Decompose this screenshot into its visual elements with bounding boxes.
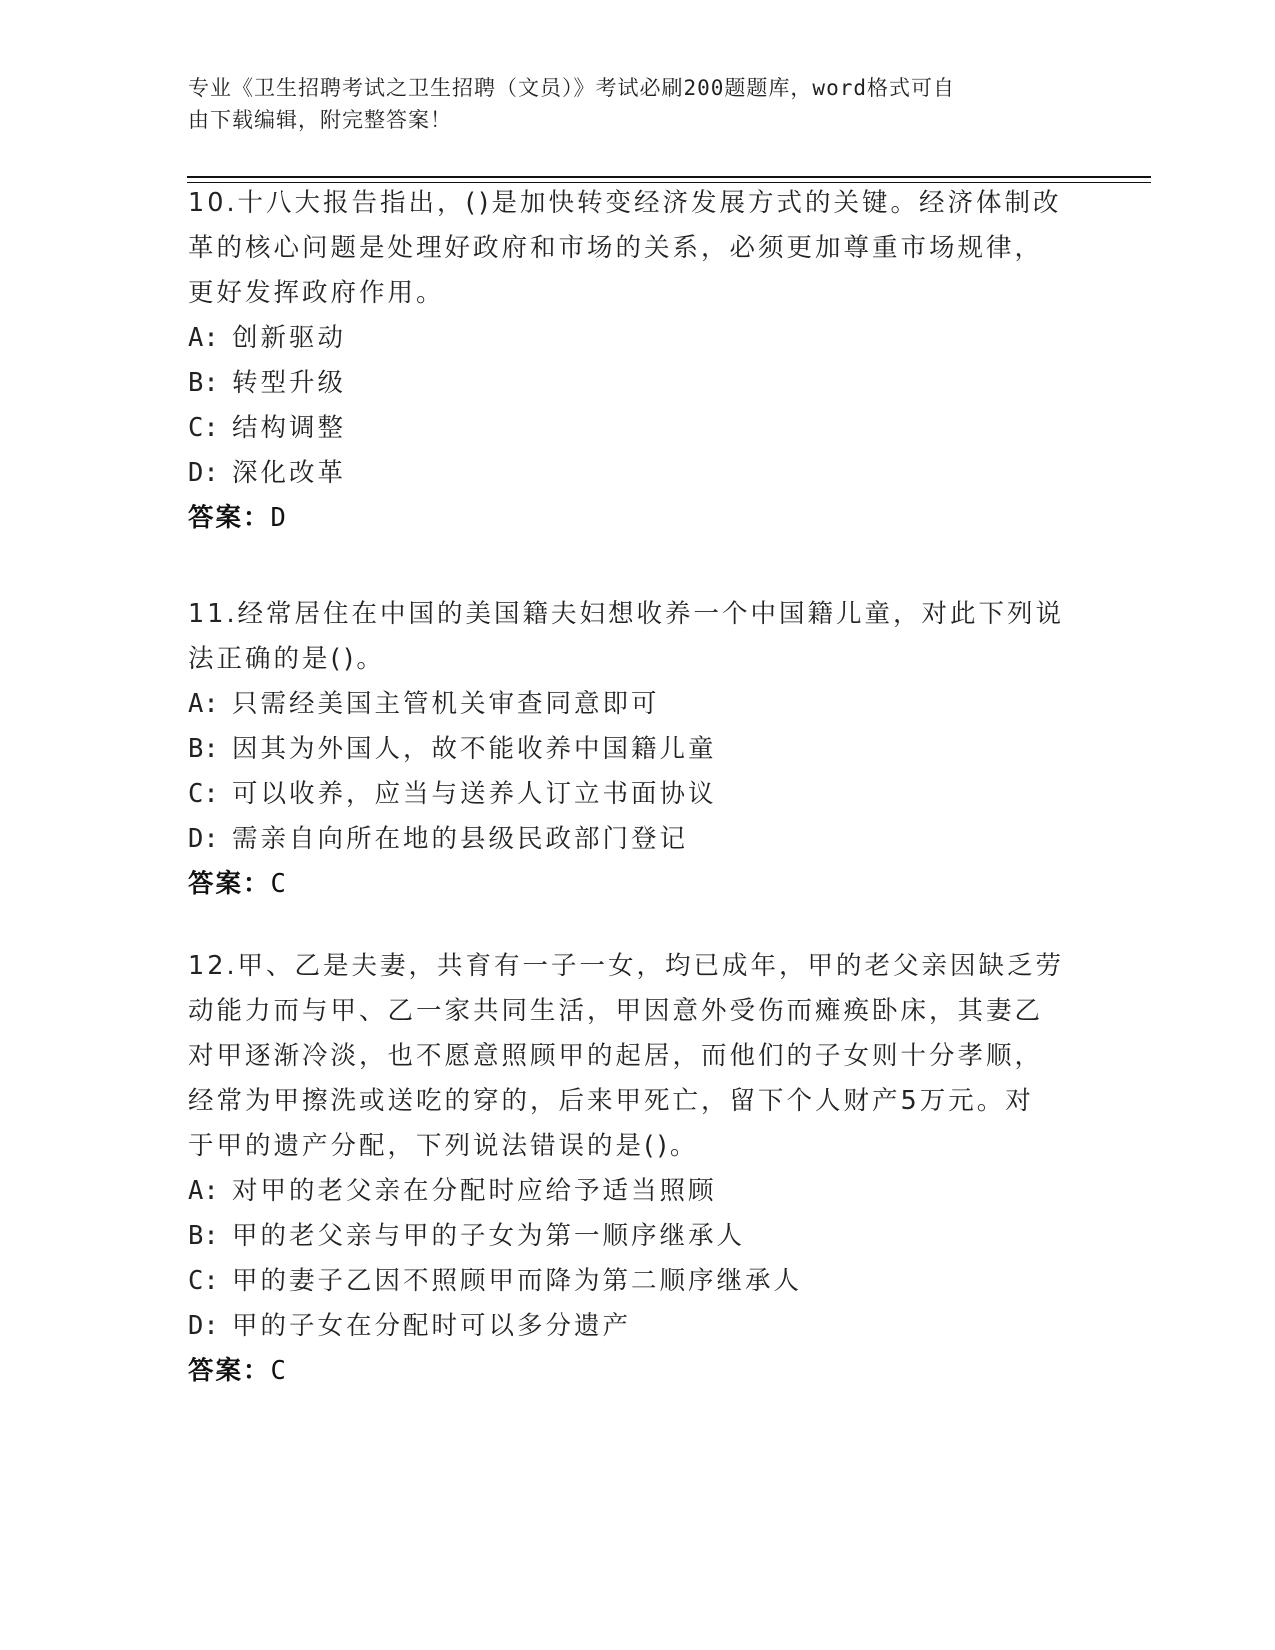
option-letter: D: [188, 824, 219, 854]
option-text: 只需经美国主管机关审查同意即可 [232, 689, 660, 719]
stem-line: 11.经常居住在中国的美国籍夫妇想收养一个中国籍儿童，对此下列说 [188, 599, 1065, 629]
option-letter: A: [188, 1176, 219, 1206]
option-a [188, 316, 1088, 361]
answer-line [188, 862, 1088, 907]
option-text: 创新驱动 [232, 323, 347, 353]
answer-label: 答案： [188, 869, 271, 899]
answer-value: C [270, 869, 286, 899]
option-c [188, 1259, 1088, 1304]
header-line-1: 专业《卫生招聘考试之卫生招聘（文员）》考试必刷200题题库，word格式可自 [188, 76, 955, 100]
header-divider-thick [187, 176, 1151, 178]
option-text: 转型升级 [232, 368, 347, 398]
option-text: 可以收养，应当与送养人订立书面协议 [232, 779, 717, 809]
option-letter: D: [188, 1311, 219, 1341]
option-b [188, 1214, 1088, 1259]
question-10 [188, 181, 1088, 541]
answer-value: D [270, 503, 286, 533]
option-letter: B: [188, 368, 219, 398]
option-text: 结构调整 [232, 413, 347, 443]
option-text: 需亲自向所在地的县级民政部门登记 [232, 824, 689, 854]
stem-line: 动能力而与甲、乙一家共同生活，甲因意外受伤而瘫痪卧床，其妻乙 [188, 996, 1044, 1026]
option-c [188, 772, 1088, 817]
option-letter: A: [188, 689, 219, 719]
stem-line: 10.十八大报告指出，()是加快转变经济发展方式的关键。经济体制改 [188, 188, 1062, 218]
stem-line: 12.甲、乙是夫妻，共育有一子一女，均已成年，甲的老父亲因缺乏劳 [188, 951, 1065, 981]
stem-line: 更好发挥政府作用。 [188, 278, 445, 308]
option-c [188, 406, 1088, 451]
option-text: 深化改革 [232, 458, 347, 488]
answer-line [188, 496, 1088, 541]
question-11 [188, 592, 1088, 907]
option-letter: C: [188, 1266, 219, 1296]
option-a [188, 1169, 1088, 1214]
option-a [188, 682, 1088, 727]
option-b [188, 727, 1088, 772]
option-d [188, 817, 1088, 862]
option-text: 甲的子女在分配时可以多分遗产 [232, 1311, 632, 1341]
question-stem [188, 944, 1088, 1169]
option-letter: A: [188, 323, 219, 353]
stem-line: 法正确的是()。 [188, 644, 385, 674]
document-header [188, 72, 1068, 136]
stem-line: 对甲逐渐冷淡，也不愿意照顾甲的起居，而他们的子女则十分孝顺， [188, 1041, 1044, 1071]
stem-line: 革的核心问题是处理好政府和市场的关系，必须更加尊重市场规律， [188, 233, 1044, 263]
option-d [188, 1304, 1088, 1349]
option-letter: C: [188, 779, 219, 809]
option-b [188, 361, 1088, 406]
header-line-2: 由下载编辑，附完整答案！ [188, 108, 452, 132]
option-letter: B: [188, 1221, 219, 1251]
question-stem [188, 592, 1088, 682]
option-text: 因其为外国人，故不能收养中国籍儿童 [232, 734, 717, 764]
stem-line: 经常为甲擦洗或送吃的穿的，后来甲死亡，留下个人财产5万元。对 [188, 1086, 1034, 1116]
answer-line [188, 1349, 1088, 1394]
option-letter: D: [188, 458, 219, 488]
question-stem [188, 181, 1088, 316]
answer-value: C [270, 1356, 286, 1386]
option-text: 对甲的老父亲在分配时应给予适当照顾 [232, 1176, 717, 1206]
option-text: 甲的妻子乙因不照顾甲而降为第二顺序继承人 [232, 1266, 803, 1296]
option-d [188, 451, 1088, 496]
option-letter: B: [188, 734, 219, 764]
answer-label: 答案： [188, 1356, 271, 1386]
question-12 [188, 944, 1088, 1394]
stem-line: 于甲的遗产分配，下列说法错误的是()。 [188, 1131, 699, 1161]
option-letter: C: [188, 413, 219, 443]
option-text: 甲的老父亲与甲的子女为第一顺序继承人 [232, 1221, 746, 1251]
answer-label: 答案： [188, 503, 271, 533]
